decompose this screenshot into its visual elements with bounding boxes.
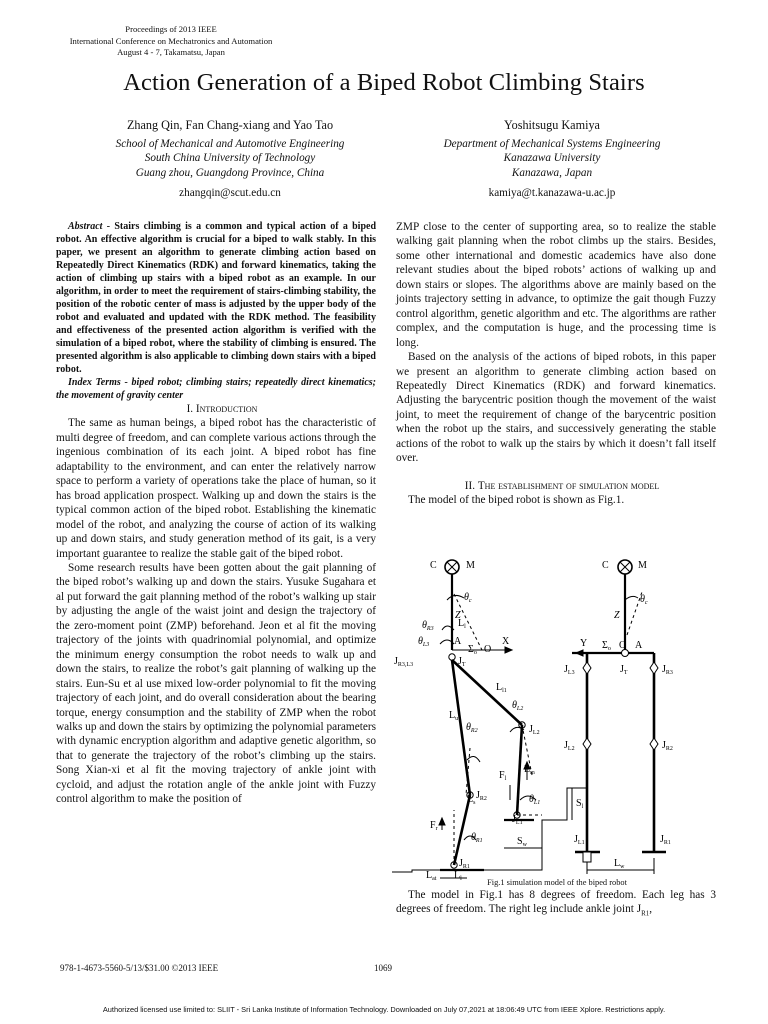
label-theta-l2: $\theta_{L2}$ — [512, 700, 524, 712]
abstract — [56, 220, 376, 376]
label-jl1: $J_{L1}$ — [512, 814, 523, 826]
label-theta-l1: $\theta_{L1}$ — [529, 794, 541, 806]
label-jr3-front: $J_{R3}$ — [662, 664, 673, 676]
section-number: II. — [464, 479, 476, 492]
conference-line: August 4 - 7, Takamatsu, Japan — [117, 47, 225, 57]
label-jl1-front: $J_{L1}$ — [574, 834, 585, 846]
author-affiliation: Department of Mechanical Systems Engineering — [443, 137, 661, 150]
label-jr3-l3: $J_{R3,L3}$ — [394, 656, 414, 668]
label-lat: $L_{at}$ — [426, 870, 437, 880]
right-shank-link — [454, 795, 470, 865]
section-title: Introduction — [195, 403, 258, 415]
label-fr: $F_r$ — [430, 820, 438, 832]
intro-paragraph: The same as human beings, a biped robot has the characteristic of multi degree of freedom, and can complete various actions through the ingenious combination of its each joint. A biped robot has fine adaptability to the environment, and can enter the relatively narrow space to perform a variety of operations take the place of human, so it has broad application prospect. Walking up and down the stairs is the typical common action of the biped robot. Establishing the kinematic model of the robot, and analyzing the course of action of its walking up and down stairs, and study generation method of its gait, is a very important guarantee to realize the stable gait of the biped robot. — [56, 417, 376, 560]
section-number: I. — [186, 403, 194, 415]
joint-jl3-icon — [583, 662, 591, 674]
left-thigh-link — [452, 660, 522, 725]
label-theta-r3: $\theta_{R3}$ — [422, 620, 434, 632]
label-y: Y — [580, 638, 588, 649]
hip-joint-icon — [449, 654, 455, 660]
label-jt-front: $J_T$ — [620, 664, 628, 676]
label-jr1: $J_{R1}$ — [459, 858, 470, 870]
author-email[interactable]: zhangqin@scut.edu.cn — [179, 187, 281, 200]
theta-c-arc-front — [625, 596, 638, 600]
label-s1: $S_l$ — [576, 798, 584, 810]
robot-model-diagram — [392, 540, 722, 880]
label-c-front: C — [602, 560, 609, 571]
abstract-label: Abstract - — [68, 221, 111, 232]
conference-line: International Conference on Mechatronics and Automation — [69, 35, 273, 46]
label-fl: $F_l$ — [499, 770, 507, 782]
label-jt: $J_T$ — [458, 656, 466, 668]
joint-jr3-icon — [650, 662, 658, 674]
left-column — [56, 220, 376, 807]
body-paragraph: The model in Fig.1 has 8 degrees of freedom. Each leg has 3 degrees of freedom. The right leg include ankle joint $J_{R1}$, — [396, 889, 716, 918]
author-affiliation: Kanazawa University — [503, 152, 601, 165]
figure-1 — [392, 540, 722, 880]
intro-paragraph: Some research results have been gotten about the gait planning of the biped robot’s walking up and down the stairs. Yusuke Sugahara et al put forward the gait planning method of the robot’s walking up stair by adjusting the angle of the waist joint and design the trajectory of the zero-moment point (ZMP) beforehand. Jeon et al fit the moving trajectory of the joints with quadrinomial polynomial, and optimize the minimum energy consumption the robot needs to walk up and down the stairs, to realize the robot’s gait planning of walking up the stairs. Eun-Su et al use mixed low-order polynomial to fit the moving trajectory of each joint, and do overall consideration about the bearing torque, energy consumption and the stability of ZMP when the robot walks up and down the stairs by optimizing the polynomial parameters with dynamic encryption algorithm and adaptive genetic algorithm, so that to generate the trajectory of the robot’s climbing up the stairs. Song Xian-xi et al fit the moving trajectory of ankle joint with cycloid, and adjust the rotation angle of the ankle joint with Fuzzy control algorithm to make the position of — [56, 561, 377, 806]
body-paragraph: Based on the analysis of the actions of biped robots, in this paper we present an algorithm to generate climbing action based on Repeatedly Direct Kinematics (RDK) and forward kinematics. Adjusting the barycentric position though the movement of the waist joint, to meet the requirement of change of the barycentric position when the robot up the stairs, and successively generating the stable actions of the robot to walk up the stairs by which it doesn’t fall itself over. — [396, 351, 716, 465]
label-l-s: $L_s$ — [467, 794, 476, 806]
label-theta-r2: $\theta_{R2}$ — [466, 722, 478, 734]
label-jl2: $J_{L2}$ — [529, 724, 540, 736]
left-ankle-block-icon — [583, 852, 591, 862]
label-sw: $S_w$ — [517, 836, 527, 848]
section-heading-simulation-model — [396, 479, 716, 493]
label-l-m: $L_m$ — [524, 764, 535, 776]
author-affiliation: Kanazawa, Japan — [511, 166, 593, 179]
author-names: Yoshitsugu Kamiya — [504, 118, 600, 132]
label-lw: $L_w$ — [614, 858, 625, 870]
author-affiliation: South China University of Technology — [144, 152, 316, 165]
author-email[interactable]: kamiya@t.kanazawa-u.ac.jp — [488, 187, 616, 200]
right-column — [396, 220, 716, 508]
label-o: O — [484, 644, 492, 655]
after-figure-text — [396, 888, 716, 921]
label-a: A — [454, 636, 462, 647]
abstract-text: Stairs climbing is a common and typical action of a biped robot. An effective algorithm is crucial for a biped to walk stably. In this paper, we present an algorithm to generate climbing action based on Repeatedly Direct Kinematics (RDK) and forward kinematics, taking the action of climbing up stairs with a biped robot as an example. In our algorithm, in order to meet the requirement of stairs-climbing stability, the position of the robotic center of mass is adjusted by the upper body of the robot and evaluated and updated with the RDK method. The feasibility and effectiveness of the presented action algorithm is verified with the simulation of a biped robot, where the stability of climbing is ensured. The presented algorithm is also applicable to climbing down stairs with a biped robot. — [56, 221, 377, 375]
stair-profile-line — [392, 788, 587, 872]
author-affiliation: School of Mechanical and Automotive Engineering — [115, 137, 345, 150]
label-l-ell: $L_l$ — [458, 618, 466, 630]
left-shank-link — [517, 725, 522, 815]
label-m: M — [466, 560, 475, 571]
conference-line: Proceedings of 2013 IEEE — [125, 24, 217, 34]
label-l-ell2: $L_{l1}$ — [496, 682, 507, 694]
label-theta-c: $\theta_c$ — [464, 592, 472, 604]
label-theta-r1: $\theta_{R1}$ — [471, 832, 483, 844]
author-block-1 — [60, 118, 400, 201]
label-x: X — [502, 636, 510, 647]
license-notice: Authorized licensed use limited to: SLIIT - Sri Lanka Institute of Information Technology. Downloaded on July 07,2021 at 18:06:49 UTC from IEEE Xplore. Restrictions apply. — [102, 1005, 666, 1014]
section-heading-introduction — [56, 402, 376, 416]
label-theta-l3: $\theta_{L3}$ — [418, 636, 430, 648]
label-theta-c-front: $\theta_c$ — [640, 594, 648, 606]
label-jr2: $J_{R2}$ — [476, 790, 487, 802]
author-names: Zhang Qin, Fan Chang-xiang and Yao Tao — [126, 118, 334, 132]
label-z: Z — [455, 610, 461, 621]
conference-header — [50, 24, 292, 59]
joint-jl2-icon — [583, 738, 591, 750]
page-number: 1069 — [374, 963, 392, 973]
label-z-front: Z — [614, 610, 620, 621]
label-sigma-front: $\Sigma_o$ — [602, 640, 611, 652]
label-l-u: $L_u$ — [449, 710, 459, 722]
label-sigma: $\Sigma_o$ — [468, 644, 477, 656]
label-jl2-front: $J_{L2}$ — [564, 740, 575, 752]
paper-title: Action Generation of a Biped Robot Climbing Stairs — [123, 69, 645, 96]
section-title: The establishment of simulation model — [477, 479, 660, 492]
force-fr-arrow-icon — [439, 818, 445, 825]
label-jr2-front: $J_{R2}$ — [662, 740, 673, 752]
label-m-front: M — [638, 560, 647, 571]
label-jr1-front: $J_{R1}$ — [660, 834, 671, 846]
body-paragraph: ZMP close to the center of supporting area, so to realize the stable walking gait planning when the robot climbs up the stairs. Besides, some other international and domestic academics have also done relevant studies about the biped robots’ actions of walking up and down stairs or slopes. The algorithms above are mainly based on the joints trajectory setting in advance, to optimize the gait though Fuzzy control algorithm, genetic algorithm and etc. The algorithms are rather complex, and the computation is huge, and the processing time is long. — [396, 221, 716, 349]
author-block-2 — [392, 118, 712, 201]
label-a-front: A — [635, 640, 643, 651]
index-terms: Index Terms - biped robot; climbing stairs; repeatedly direct kinematics; the movement of gravity center — [56, 377, 376, 401]
y-axis-arrow-icon — [576, 650, 583, 656]
label-o-front: O — [619, 640, 627, 651]
joint-jr2-icon — [650, 738, 658, 750]
label-c: C — [430, 560, 437, 571]
label-jl3-front: $J_{L3}$ — [564, 664, 575, 676]
author-affiliation: Guang zhou, Guangdong Province, China — [135, 166, 325, 179]
isbn-line: 978-1-4673-5560-5/13/$31.00 ©2013 IEEE — [60, 963, 219, 973]
figure-caption: Fig.1 simulation model of the biped robot — [487, 878, 627, 887]
label-l-lw: $L_l$ — [454, 870, 462, 880]
x-axis-arrow-icon — [505, 647, 512, 653]
body-paragraph: The model of the biped robot is shown as Fig.1. — [408, 494, 625, 507]
